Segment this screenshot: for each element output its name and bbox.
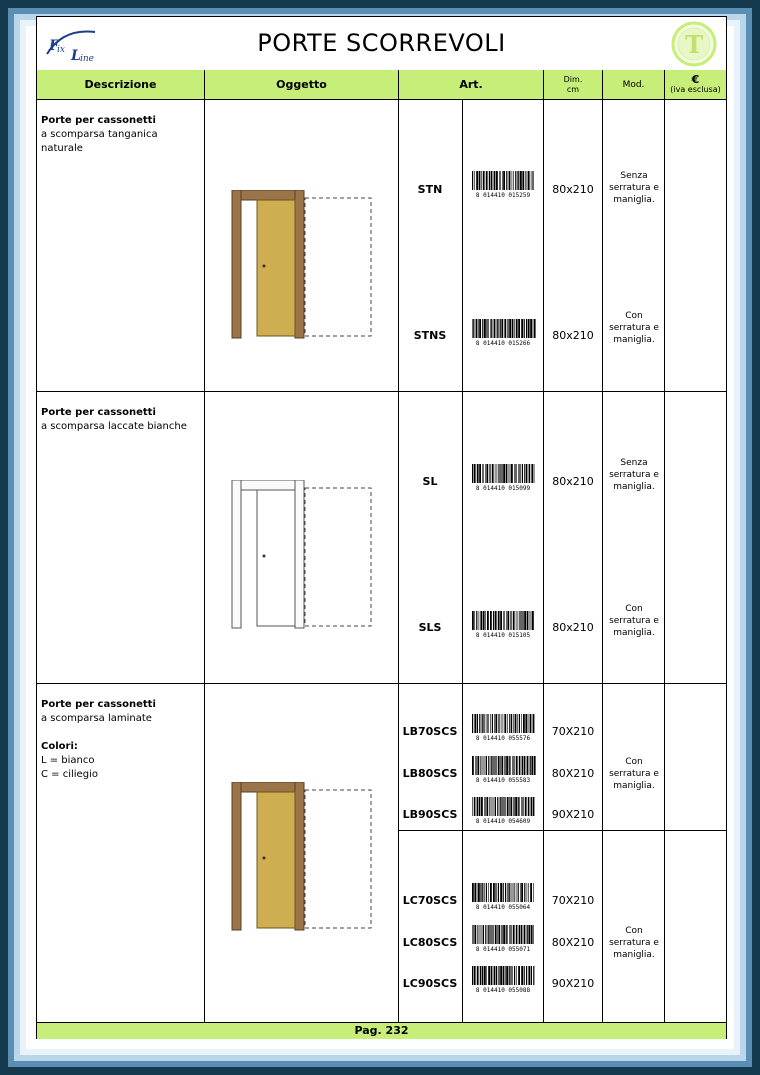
col-header-oggetto: Oggetto xyxy=(205,70,399,100)
barcode-image xyxy=(468,965,538,993)
model-note: Senza serratura e maniglia. xyxy=(609,171,659,205)
art-code: LC70SCS xyxy=(402,894,458,907)
barcode-image xyxy=(468,796,538,824)
svg-text:L: L xyxy=(71,48,81,64)
barcode-image xyxy=(468,610,538,638)
dimension: 80X210 xyxy=(551,936,595,949)
col-header-dim xyxy=(544,70,603,100)
svg-text:8 014410 055583: 8 014410 055583 xyxy=(475,777,531,783)
svg-text:F: F xyxy=(49,38,59,54)
art-code: LB90SCS xyxy=(402,808,458,821)
desc-line: a scomparsa tanganica xyxy=(41,129,158,140)
svg-text:8 014410 055064: 8 014410 055064 xyxy=(475,904,531,910)
barcode-image xyxy=(468,755,538,783)
desc-line: a scomparsa laminate xyxy=(41,713,152,724)
section-1-description xyxy=(41,114,158,156)
art-code: LC80SCS xyxy=(402,936,458,949)
page-header xyxy=(37,17,726,71)
page-footer: Pag. 232 xyxy=(37,1022,726,1039)
svg-text:8 014410 055071: 8 014410 055071 xyxy=(475,946,531,952)
desc-title: Porte per cassonetti xyxy=(41,407,156,418)
barcode-image xyxy=(468,882,538,910)
svg-text:T: T xyxy=(685,30,703,59)
dimension: 80x210 xyxy=(552,329,594,342)
colori-line: C = ciliegio xyxy=(41,769,98,780)
dimension: 80x210 xyxy=(552,621,594,634)
dimension: 80x210 xyxy=(552,183,594,196)
desc-title: Porte per cassonetti xyxy=(41,115,156,126)
svg-text:8 014410 015099: 8 014410 015099 xyxy=(475,485,531,491)
model-note: Con serratura e maniglia. xyxy=(609,604,659,638)
col-header-art: Art. xyxy=(399,70,544,100)
barcode-image xyxy=(468,463,538,491)
catalog-page xyxy=(36,16,727,1039)
door-laminate-image xyxy=(227,782,377,932)
dimension: 80X210 xyxy=(551,767,595,780)
art-code: STN xyxy=(417,183,443,196)
dim-label: Dim. xyxy=(563,74,583,84)
svg-text:8 014410 055088: 8 014410 055088 xyxy=(475,987,531,993)
barcode-image xyxy=(468,318,538,346)
svg-text:ine: ine xyxy=(80,54,95,64)
model-note: Con serratura e maniglia. xyxy=(609,311,659,345)
dimension: 70X210 xyxy=(551,725,595,738)
art-code: LB70SCS xyxy=(402,725,458,738)
art-code: LC90SCS xyxy=(402,977,458,990)
desc-title: Porte per cassonetti xyxy=(41,699,156,710)
barcode-image xyxy=(468,924,538,952)
model-note: Con serratura e maniglia. xyxy=(609,926,659,960)
col-header-descrizione: Descrizione xyxy=(37,70,205,100)
col-header-mod: Mod. xyxy=(603,70,665,100)
dimension: 90X210 xyxy=(551,808,595,821)
art-code: SL xyxy=(422,475,438,488)
barcode-image xyxy=(468,713,538,741)
dim-unit: cm xyxy=(566,84,580,94)
svg-text:8 014410 015105: 8 014410 015105 xyxy=(475,632,531,638)
door-natural-image xyxy=(227,190,377,340)
desc-line: naturale xyxy=(41,143,83,154)
section-3-description xyxy=(41,698,156,782)
dimension: 70X210 xyxy=(551,894,595,907)
section-2-description xyxy=(41,406,187,434)
svg-text:8 014410 055576: 8 014410 055576 xyxy=(475,735,531,741)
svg-text:8 014410 015266: 8 014410 015266 xyxy=(475,340,531,346)
model-note: Con serratura e maniglia. xyxy=(609,757,659,791)
product-table xyxy=(37,70,726,1038)
barcode-image xyxy=(468,170,538,198)
euro-symbol: € xyxy=(691,72,700,86)
page-title: PORTE SCORREVOLI xyxy=(257,29,506,57)
svg-text:ix: ix xyxy=(57,45,65,55)
t-badge-icon xyxy=(669,21,719,67)
art-code: SLS xyxy=(418,621,442,634)
svg-text:8 014410 054609: 8 014410 054609 xyxy=(475,818,531,824)
art-code: STNS xyxy=(413,329,447,342)
door-white-image xyxy=(227,480,377,630)
dimension: 90X210 xyxy=(551,977,595,990)
colori-line: L = bianco xyxy=(41,755,95,766)
price-note: (iva esclusa) xyxy=(670,84,721,94)
svg-text:8 014410 015259: 8 014410 015259 xyxy=(475,192,531,198)
desc-line: a scomparsa laccate bianche xyxy=(41,421,187,432)
art-code: LB80SCS xyxy=(402,767,458,780)
col-header-price xyxy=(665,70,726,100)
model-note: Senza serratura e maniglia. xyxy=(609,458,659,492)
colori-title: Colori: xyxy=(41,741,78,752)
dimension: 80x210 xyxy=(552,475,594,488)
